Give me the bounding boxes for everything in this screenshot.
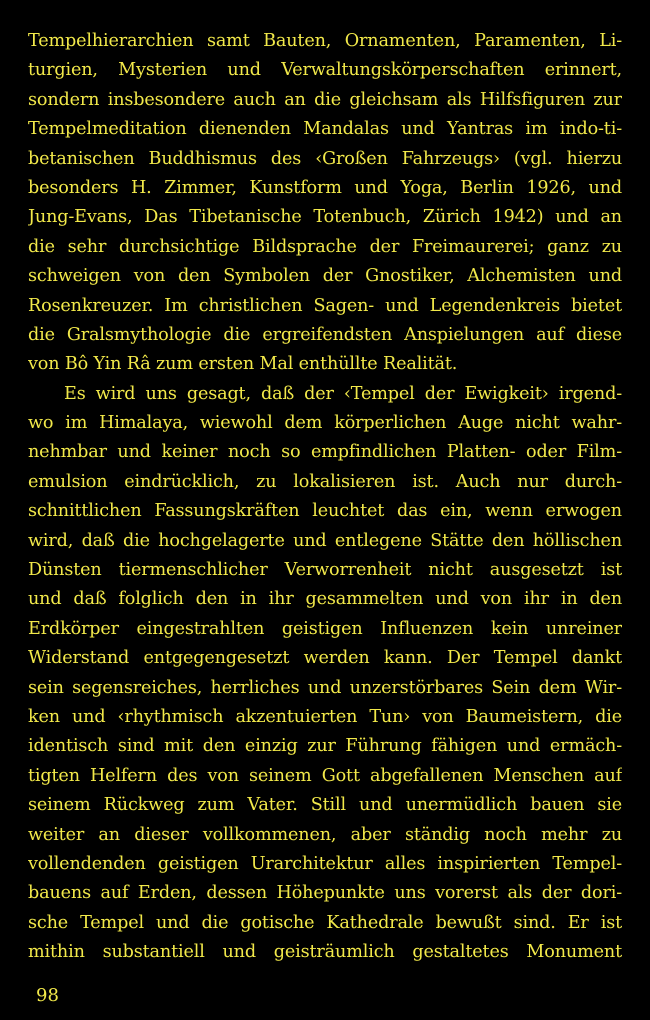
text-line: betanischen Buddhismus des ‹Großen Fahrzeugs› (vgl. hierzu (28, 148, 622, 169)
text-line: sein segensreiches, herrliches und unzerstörbares Sein dem Wir- (28, 677, 622, 698)
text-line: ken und ‹rhythmisch akzentuierten Tun› von Baumeistern, die (28, 706, 622, 727)
text-line: Rosenkreuzer. Im christlichen Sagen- und Legendenkreis bietet (28, 295, 622, 316)
body-text (28, 27, 622, 968)
text-line: wird, daß die hochgelagerte und entlegene Stätte den höllischen (28, 530, 622, 551)
text-line: weiter an dieser vollkommenen, aber ständig noch mehr zu (28, 824, 622, 845)
text-line: emulsion eindrücklich, zu lokalisieren ist. Auch nur durch- (28, 471, 622, 492)
text-line: Dünsten tiermenschlicher Verworrenheit nicht ausgesetzt ist (28, 560, 622, 581)
paragraph-end-line: von Bô Yin Râ zum ersten Mal enthüllte Realität. (28, 354, 458, 375)
book-page (28, 27, 622, 968)
text-line: sche Tempel und die gotische Kathedrale bewußt sind. Er ist (28, 912, 622, 933)
text-line: seinem Rückweg zum Vater. Still und unermüdlich bauen sie (28, 795, 622, 816)
paragraph-start-line: Es wird uns gesagt, daß der ‹Tempel der Ewigkeit› irgend- (64, 383, 622, 404)
text-line: vollendenden geistigen Urarchitektur alles inspirierten Tempel- (28, 853, 622, 874)
text-line: turgien, Mysterien und Verwaltungskörperschaften erinnert, (28, 60, 622, 81)
text-line: wo im Himalaya, wiewohl dem körperlichen Auge nicht wahr- (28, 413, 622, 434)
text-line: Tempelmeditation dienenden Mandalas und Yantras im indo-ti- (28, 119, 622, 140)
text-line: tigten Helfern des von seinem Gott abgefallenen Menschen auf (28, 765, 622, 786)
page-number: 98 (36, 985, 59, 1006)
text-line: sondern insbesondere auch an die gleichsam als Hilfsfiguren zur (28, 89, 622, 110)
text-line: identisch sind mit den einzig zur Führung fähigen und ermäch- (28, 736, 622, 757)
text-line: Tempelhierarchien samt Bauten, Ornamenten, Paramenten, Li- (28, 31, 622, 51)
text-line: Widerstand entgegengesetzt werden kann. Der Tempel dankt (28, 648, 622, 669)
text-line: die sehr durchsichtige Bildsprache der Freimaurerei; ganz zu (28, 236, 622, 257)
text-line: mithin substantiell und geisträumlich gestaltetes Monument (28, 942, 622, 963)
text-line: und daß folglich den in ihr gesammelten und von ihr in den (28, 589, 622, 610)
text-line: Erdkörper eingestrahlten geistigen Influenzen kein unreiner (28, 618, 622, 639)
text-line: schweigen von den Symbolen der Gnostiker, Alchemisten und (28, 266, 622, 287)
text-line: schnittlichen Fassungskräften leuchtet das ein, wenn erwogen (28, 501, 622, 522)
text-line: die Gralsmythologie die ergreifendsten Anspielungen auf diese (28, 324, 622, 345)
text-line: bauens auf Erden, dessen Höhepunkte uns vorerst als der dori- (28, 883, 622, 904)
text-line: nehmbar und keiner noch so empfindlichen Platten- oder Film- (28, 442, 622, 463)
text-line: besonders H. Zimmer, Kunstform und Yoga, Berlin 1926, und (28, 177, 622, 198)
text-line: Jung-Evans, Das Tibetanische Totenbuch, Zürich 1942) und an (28, 207, 622, 228)
